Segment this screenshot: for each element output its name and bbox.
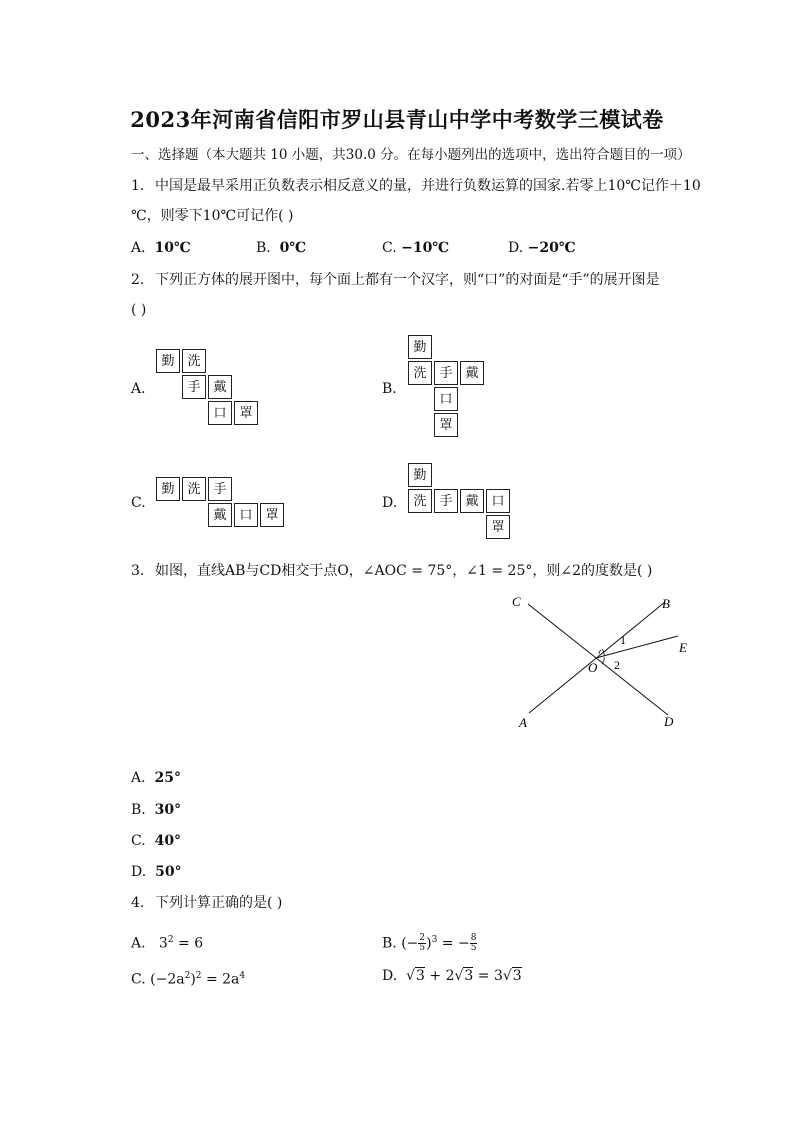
q4-option-b-frac2 — [470, 934, 478, 953]
q1-option-c — [382, 238, 449, 258]
q4-option-b — [382, 930, 477, 954]
net-face: 戴 — [460, 361, 484, 385]
angle-1-arc-inner — [599, 650, 601, 654]
net-face: 手 — [208, 477, 232, 501]
q4-option-c — [131, 966, 245, 990]
q1-option-c-text: −10℃ — [401, 240, 450, 256]
q3-option-a — [131, 768, 181, 788]
net-face: 口 — [434, 387, 458, 411]
label-b: B — [662, 596, 670, 611]
q4-option-c-open: (−2a — [150, 971, 185, 988]
net-face: 勤 — [408, 335, 432, 359]
label-d: D — [664, 714, 674, 729]
net-face: 罩 — [260, 503, 284, 527]
q1-option-a-label: A. — [131, 240, 146, 256]
q3-option-b-label: B. — [131, 802, 146, 818]
q4-option-a-rest: = 6 — [173, 935, 204, 952]
section-header: 一、选择题（本大题共 10 小题，共30.0 分。在每小题列出的选项中，选出符合题目的一项） — [131, 147, 691, 163]
q3-number: 3. — [131, 563, 145, 579]
label-angle-1: 1 — [620, 633, 626, 647]
q3-option-d-text: 50° — [155, 864, 182, 880]
label-angle-2: 2 — [614, 658, 620, 672]
frac-denominator: 5 — [419, 943, 426, 954]
net-face: 手 — [434, 489, 458, 513]
q2-option-a-label: A. — [131, 381, 146, 397]
q3-option-c — [131, 831, 181, 851]
frac-numerator: 8 — [470, 933, 477, 944]
q4-option-c-label: C. — [131, 971, 146, 988]
q3-figure — [500, 588, 710, 738]
net-face: 口 — [208, 401, 232, 425]
q3-option-b-text: 30° — [154, 802, 182, 818]
net-face: 口 — [234, 503, 258, 527]
frac-denominator: 5 — [470, 943, 477, 954]
q2-option-d-label: D. — [382, 495, 398, 511]
net-face: 手 — [182, 375, 206, 399]
q1-option-a-text: 10℃ — [154, 240, 191, 256]
q4-option-c-eq: = 2a — [201, 971, 240, 988]
q4-option-d: D. √3 + 2√3 = 3√3 — [382, 968, 522, 984]
q1-option-b-label: B. — [256, 240, 271, 256]
q4-option-b-eq: = − — [437, 935, 470, 952]
q4-text: 下列计算正确的是( ) — [155, 895, 283, 911]
q2-text-line1: 下列正方体的展开图中，每个面上都有一个汉字，则“口”的对面是“手”的展开图是 — [155, 272, 660, 288]
net-face: 罩 — [486, 515, 510, 539]
net-face: 勤 — [408, 463, 432, 487]
net-face: 洗 — [182, 477, 206, 501]
net-face: 洗 — [182, 349, 206, 373]
q4-option-d-label: D. — [382, 968, 398, 984]
q1-option-c-label: C. — [382, 240, 397, 256]
q4-option-a-exp: 2 — [167, 935, 174, 945]
label-o: O — [588, 660, 598, 675]
net-face: 戴 — [208, 503, 232, 527]
net-face: 戴 — [208, 375, 232, 399]
q4-option-d-mid: + 2 — [424, 968, 455, 984]
net-face: 罩 — [434, 413, 458, 437]
page-title: 2023年河南省信阳市罗山县青山中学中考数学三模试卷 — [130, 107, 664, 132]
q4-option-a-label: A. — [131, 935, 146, 952]
q3-option-a-text: 25° — [154, 770, 181, 786]
q3-option-d-label: D. — [131, 864, 147, 880]
net-face: 口 — [486, 489, 510, 513]
q1-text-line1: 中国是最早采用正负数表示相反意义的量，并进行负数运算的国家.若零上10℃记作＋10 — [155, 178, 701, 194]
q4-option-d-eq: = 3 — [473, 968, 503, 984]
q4-option-a — [131, 930, 203, 954]
q1-number: 1. — [131, 178, 145, 194]
q1-option-d-text: −20℃ — [527, 240, 576, 256]
q4-option-d-sqrt2: 3 — [464, 968, 474, 984]
q3-option-a-label: A. — [131, 770, 146, 786]
q4-option-b-open: (− — [401, 935, 419, 952]
q1-option-a — [131, 238, 191, 258]
q3-text: 如图，直线AB与CD相交于点O，∠AOC = 75°，∠1 = 25°，则∠2的度数是( ) — [155, 563, 653, 579]
q3-option-c-label: C. — [131, 833, 146, 849]
q3-option-c-text: 40° — [154, 833, 182, 849]
q4-option-d-sqrt3: 3 — [512, 968, 522, 984]
ray-oe — [596, 636, 678, 658]
q4-option-b-exp: 3 — [431, 935, 438, 945]
net-face: 勤 — [156, 477, 180, 501]
label-a: A — [519, 715, 527, 730]
q2-option-c-label: C. — [131, 495, 146, 511]
net-face: 勤 — [156, 349, 180, 373]
q4-number: 4. — [131, 895, 145, 911]
q3-option-b — [131, 800, 181, 820]
label-c: C — [512, 594, 521, 609]
net-face: 手 — [434, 361, 458, 385]
q4-option-a-base: 3 — [158, 935, 168, 952]
q2-text-line2: ( ) — [131, 302, 147, 318]
net-face: 洗 — [408, 489, 432, 513]
q4-option-c-exp2: 2 — [195, 971, 202, 981]
line-cd — [528, 604, 668, 715]
q4-option-c-exp3: 4 — [239, 971, 246, 981]
q4-option-b-frac1 — [418, 934, 426, 953]
q2-option-b-label: B. — [382, 381, 397, 397]
q1-option-b — [256, 238, 306, 258]
q3-option-d — [131, 862, 182, 882]
q1-option-b-text: 0℃ — [279, 240, 307, 256]
net-face: 洗 — [408, 361, 432, 385]
q4-option-b-label: B. — [382, 935, 397, 952]
q2-number: 2. — [131, 272, 145, 288]
q4-option-c-close: ) — [190, 971, 196, 988]
frac-numerator: 2 — [419, 933, 426, 944]
q1-option-d-label: D. — [508, 240, 524, 256]
net-face: 戴 — [460, 489, 484, 513]
q4-option-c-exp1: 2 — [184, 971, 191, 981]
q1-text-line2: ℃，则零下10℃可记作( ) — [131, 208, 294, 224]
q4-option-d-sqrt1: 3 — [416, 968, 425, 984]
net-face: 罩 — [234, 401, 258, 425]
q1-option-d — [508, 238, 576, 258]
q4-option-b-close: ) — [426, 935, 432, 952]
label-e: E — [679, 640, 687, 655]
